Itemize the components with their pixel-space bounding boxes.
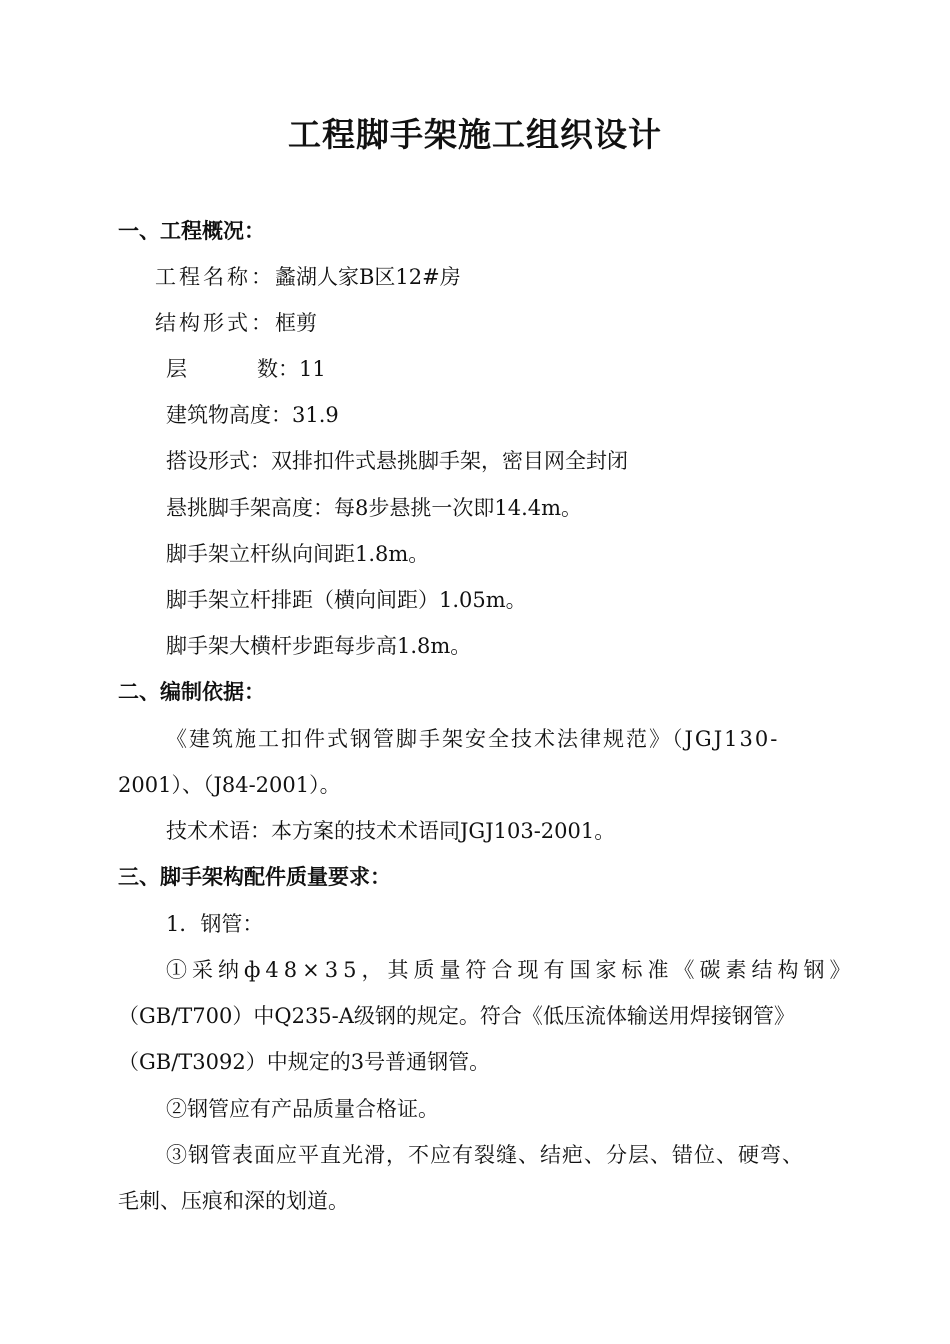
paragraph-2: ②钢管应有产品质量合格证。 [166, 1097, 439, 1121]
erect-label: 搭设形式： [166, 449, 271, 473]
paragraph-1-line-3: （GB/T3092）中规定的3号普通钢管。 [118, 1050, 491, 1074]
section-1-heading: 一、工程概况： [118, 219, 265, 243]
terms-line: 技术术语：本方案的技术术语同JGJ103-2001。 [166, 819, 616, 843]
project-name-value: 蠡湖人家B区12#房 [275, 265, 461, 289]
floors-label-a: 层 [166, 357, 187, 381]
structure-line [155, 308, 317, 338]
height-line [166, 400, 339, 430]
step-line: 脚手架大横杆步距每步高1.8m。 [166, 634, 472, 658]
section-2-heading: 二、编制依据： [118, 680, 265, 704]
paragraph-1-line-1: ①采纳ф48×35，其质量符合现有国家标准《碳素结构钢》 [166, 958, 856, 982]
paragraph-3-line-1: ③钢管表面应平直光滑，不应有裂缝、结疤、分层、错位、硬弯、 [166, 1143, 804, 1167]
project-name-label: 工程名称： [155, 265, 275, 289]
height-value: 31.9 [292, 403, 339, 427]
structure-value: 框剪 [275, 311, 317, 335]
paragraph-1-line-2: （GB/T700）中Q235-A级钢的规定。符合《低压流体输送用焊接钢管》 [118, 1004, 795, 1028]
height-label: 建筑物高度： [166, 403, 292, 427]
erect-value: 双排扣件式悬挑脚手架，密目网全封闭 [271, 449, 628, 473]
structure-label: 结构形式： [155, 311, 275, 335]
pole-row-line: 脚手架立杆排距（横向间距）1.05m。 [166, 588, 527, 612]
project-name-line [155, 262, 461, 292]
floors-line [166, 354, 326, 384]
document-title: 工程脚手架施工组织设计 [288, 115, 662, 154]
erect-line [166, 446, 628, 476]
item-1-steel-pipe: 1．钢管： [166, 912, 264, 936]
paragraph-3-line-2: 毛刺、压痕和深的划道。 [118, 1189, 349, 1213]
pole-spacing-line: 脚手架立杆纵向间距1.8m。 [166, 542, 430, 566]
reference-line-1: 《建筑施工扣件式钢管脚手架安全技术法律规范》（JGJ130- [166, 727, 780, 751]
section-3-heading: 三、脚手架构配件质量要求： [118, 865, 391, 889]
cantilever-height-line: 悬挑脚手架高度：每8步悬挑一次即14.4m。 [166, 496, 583, 520]
reference-line-2: 2001）、（J84-2001）。 [118, 773, 341, 797]
floors-label-b: 数： [257, 357, 299, 381]
floors-value: 11 [299, 357, 326, 381]
